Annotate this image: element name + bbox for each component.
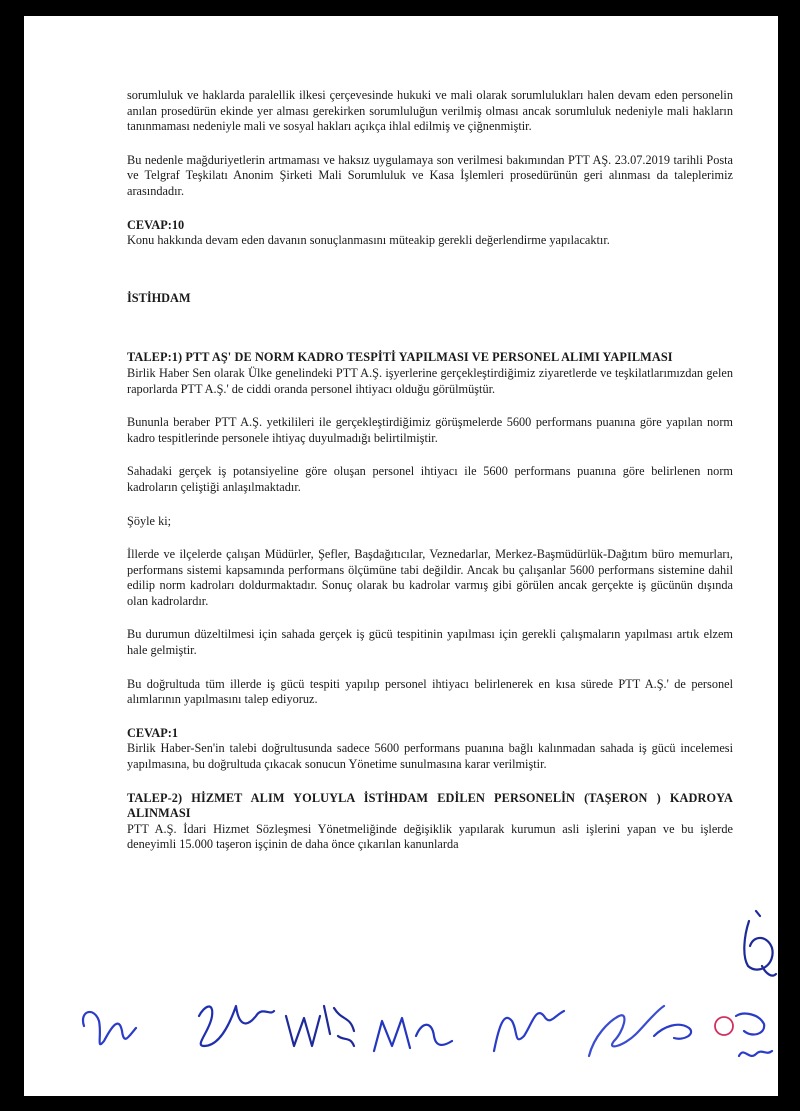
signature-10: [744, 911, 776, 976]
request-heading: TALEP:1) PTT AŞ' DE NORM KADRO TESPİTİ YAPILMASI VE PERSONEL ALIMI YAPILMASI: [127, 350, 673, 365]
paragraph: Bu doğrultuda tüm illerde iş gücü tespiti yapılıp personel ihtiyacı belirlenerek en kısa sürede PTT A.Ş.' de personel alımlarının yapılmasını talep ediyoruz.: [127, 676, 733, 707]
answer-heading: CEVAP:10: [127, 217, 185, 232]
request-heading: TALEP-2) HİZMET ALIM YOLUYLA İSTİHDAM EDİLEN PERSONELİN (TAŞERON ) KADROYA ALINMASI: [127, 790, 733, 821]
signature-8: [715, 1017, 733, 1035]
document-body: [127, 88, 733, 871]
paragraph: Bu nedenle mağduriyetlerin artmaması ve haksız uygulamaya son verilmesi bakımından PTT AŞ. 23.07.2019 tarihli Posta ve Telgraf Teşkilatı Anonim Şirketi Mali Sorumluluk ve Kasa İşlemleri prosedürünün geri alınması da taleplerimiz arasındadır.: [127, 152, 733, 198]
signature-4: [374, 1018, 452, 1051]
answer-block: [127, 726, 733, 773]
document-page: [24, 16, 778, 1096]
paragraph: Şöyle ki;: [127, 513, 172, 528]
signature-6: [589, 1006, 664, 1056]
signature-9: [736, 1014, 772, 1056]
section-title: İSTİHDAM: [127, 290, 191, 305]
answer-heading: CEVAP:1: [127, 725, 179, 740]
paragraph: Bu durumun düzeltilmesi için sahada gerçek iş gücü tespitinin yapılması için gerekli çalışmaların yapılması artık elzem hale gelmiştir.: [127, 627, 733, 658]
signature-5: [494, 1011, 564, 1051]
signature-1: [83, 1012, 136, 1044]
signature-2: [199, 1006, 274, 1046]
answer-text: Birlik Haber-Sen'in talebi doğrultusunda sadece 5600 performans puanına bağlı kalınmadan sahada iş gücü incelemesi yapılmasına, bu doğrultuda çıkacak sonucun Yönetime sunulmasına karar verilmiştir.: [127, 741, 733, 772]
paragraph: Sahadaki gerçek iş potansiyeline göre oluşan personel ihtiyacı ile 5600 performans puanına göre belirlenen norm kadroların çeliştiği anlaşılmaktadır.: [127, 464, 733, 494]
paragraph: Birlik Haber Sen olarak Ülke genelindeki PTT A.Ş. işyerlerine gerçekleştirdiğimiz ziyaretlerde ve teşkilatlarımızdan gelen raporlarda PTT A.Ş.' de ciddi oranda personel ihtiyacı olduğu görülmüştür.: [127, 365, 733, 396]
answer-block: [127, 218, 733, 249]
paragraph: İllerde ve ilçelerde çalışan Müdürler, Şefler, Başdağıtıcılar, Veznedarlar, Merkez-Başmüdürlük-Dağıtım büro memurları, performans sistemi kapsamında performans ölçümüne tabi değildir. Ancak bu çalışanlar 5600 performans sistemine dahil edilip norm kadroları doldurmaktadır. Sonuç olarak bu kadrolar varmış gibi görülen ancak gerçekte iş gücünün dışında olan kadrolardır.: [127, 547, 733, 608]
signature-3: [286, 1006, 354, 1046]
paragraph: PTT A.Ş. İdari Hizmet Sözleşmesi Yönetmeliğinde değişiklik yapılarak kurumun asli işlerini yapan ve bu işlerde deneyimli 15.000 taşeron işçinin de daha önce çıkarılan kanunlarda: [127, 821, 733, 852]
paragraph: Bununla beraber PTT A.Ş. yetkilileri ile gerçekleştirdiğimiz görüşmelerde 5600 performans puanına göre yapılan norm kadro tespitlerinde personele ihtiyaç duyulmadığı belirtilmiştir.: [127, 415, 733, 445]
answer-text: Konu hakkında devam eden davanın sonuçlanmasını müteakip gerekli değerlendirme yapılacaktır.: [127, 233, 610, 248]
signature-7: [654, 1025, 691, 1039]
paragraph: sorumluluk ve haklarda paralellik ilkesi çerçevesinde hukuki ve mali olarak sorumlulukları halen devam eden personelin anılan prosedürün ekinde yer alması gerekirken sorumluluğun verilmiş olması ancak sorumluluk nedeniyle mali hakların tanınmaması nedeniyle mali ve sosyal hakları açıkça ihlal edilmiş ve çiğnenmiştir.: [127, 88, 733, 134]
